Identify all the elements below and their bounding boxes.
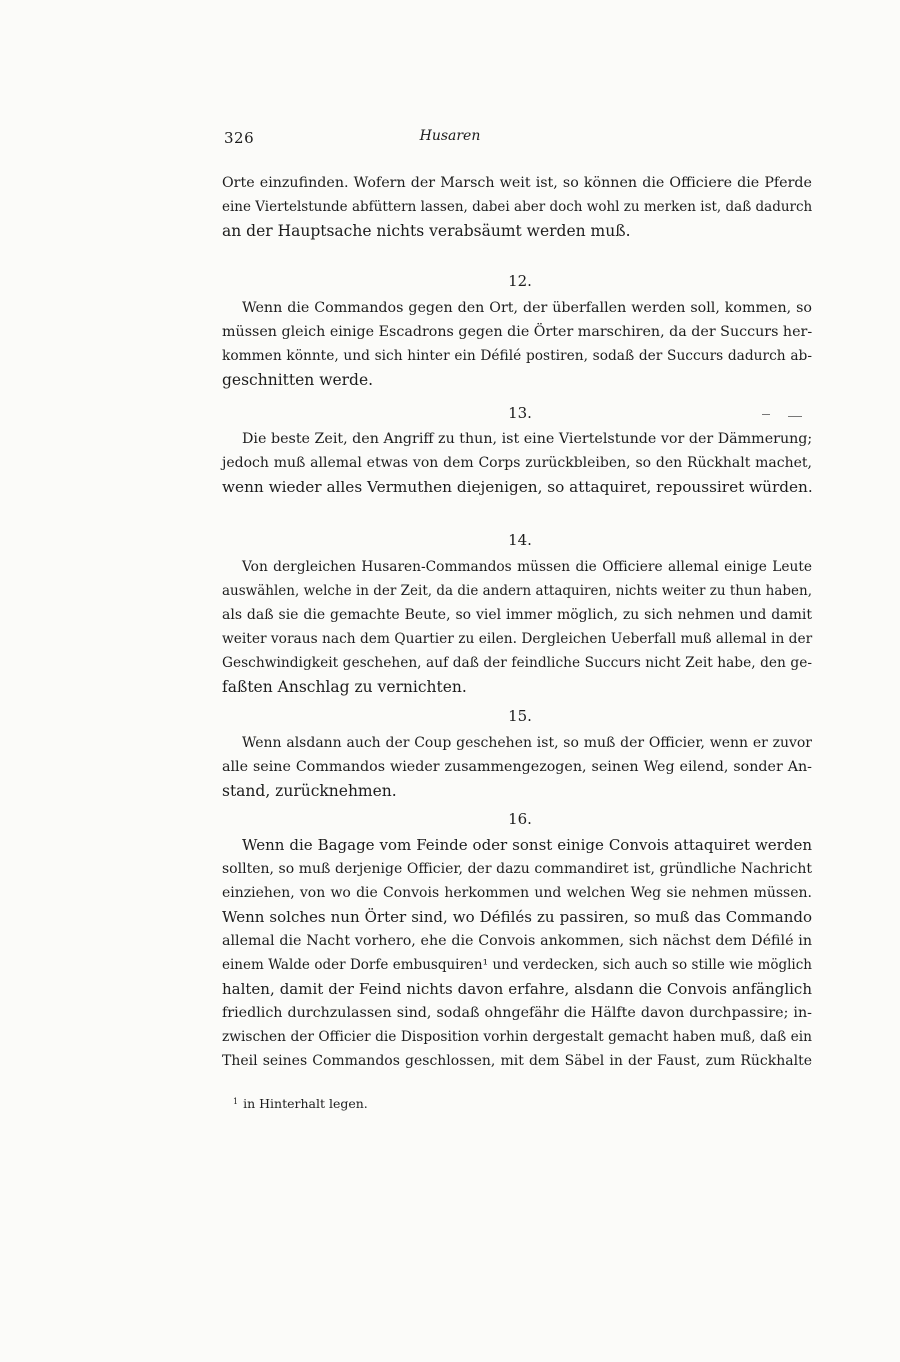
text-line: jedoch muß allemal etwas von dem Corps zurückbleiben, so den Rückhalt machet,	[222, 455, 812, 471]
text-line: alle seine Commandos wieder zusammengezogen, seinen Weg eilend, sonder An-	[222, 759, 812, 775]
text-line: Wenn die Bagage vom Feinde oder sonst einige Convois attaquiret werden	[242, 836, 812, 854]
text-line: Orte einzufinden. Wofern der Marsch weit ist, so können die Officiere die Pferde	[222, 175, 812, 191]
text-line: müssen gleich einige Escadrons gegen die Örter marschiren, da der Succurs her-	[222, 324, 813, 340]
text-line: zwischen der Officier die Disposition vorhin dergestalt gemacht haben muß, daß ein	[222, 1029, 812, 1045]
footnote-text: in Hinterhalt legen.	[243, 1096, 368, 1111]
text-line: an der Hauptsache nichts verabsäumt werden muß.	[222, 222, 631, 240]
text-line: Die beste Zeit, den Angriff zu thun, ist eine Viertelstunde vor der Dämmerung;	[242, 431, 813, 447]
text-line: einem Walde oder Dorfe embusquiren¹ und verdecken, sich auch so stille wie möglich	[222, 957, 812, 973]
text-line: geschnitten werde.	[222, 371, 374, 389]
section-number: 13.	[508, 404, 532, 422]
text-line: Von dergleichen Husaren-Commandos müssen die Officiere allemal einige Leute	[242, 559, 812, 575]
text-line: Geschwindigkeit geschehen, auf daß der feindliche Succurs nicht Zeit habe, den ge-	[222, 655, 812, 671]
section-number: 12.	[508, 272, 532, 290]
print-speck	[788, 416, 802, 417]
section-number: 15.	[508, 707, 532, 725]
text-line: als daß sie die gemachte Beute, so viel immer möglich, zu sich nehmen und damit	[222, 607, 812, 623]
text-line: auswählen, welche in der Zeit, da die andern attaquiren, nichts weiter zu thun haben,	[222, 583, 812, 599]
text-line: Theil seines Commandos geschlossen, mit dem Säbel in der Faust, zum Rückhalte	[222, 1053, 812, 1069]
text-line: halten, damit der Feind nichts davon erfahre, alsdann die Convois anfänglich	[222, 980, 812, 998]
text-line: weiter voraus nach dem Quartier zu eilen. Dergleichen Ueberfall muß allemal in der	[222, 631, 813, 647]
print-speck	[762, 414, 770, 415]
page-number: 326	[224, 129, 255, 147]
text-line: einziehen, von wo die Convois herkommen und welchen Weg sie nehmen müssen.	[222, 885, 812, 901]
section-number: 16.	[508, 810, 532, 828]
text-line: kommen könnte, und sich hinter ein Défilé postiren, sodaß der Succurs dadurch ab-	[222, 348, 812, 364]
section-number: 14.	[508, 531, 532, 549]
text-line: stand, zurücknehmen.	[222, 782, 397, 800]
running-title: Husaren	[419, 128, 481, 144]
text-line: allemal die Nacht vorhero, ehe die Convois ankommen, sich nächst dem Défilé in	[222, 933, 812, 949]
text-line: Wenn die Commandos gegen den Ort, der überfallen werden soll, kommen, so	[242, 300, 812, 316]
text-line: sollten, so muß derjenige Officier, der dazu commandiret ist, gründliche Nachricht	[222, 861, 812, 877]
footnote-marker: 1	[233, 1097, 239, 1106]
text-line: faßten Anschlag zu vernichten.	[222, 678, 467, 696]
text-line: friedlich durchzulassen sind, sodaß ohngefähr die Hälfte davon durchpassire; in-	[222, 1005, 812, 1021]
text-line: eine Viertelstunde abfüttern lassen, dabei aber doch wohl zu merken ist, daß dadurch	[222, 199, 813, 215]
text-line: wenn wieder alles Vermuthen diejenigen, so attaquiret, repoussiret würden.	[222, 478, 813, 496]
footnote	[233, 1096, 368, 1111]
text-line: Wenn solches nun Örter sind, wo Défilés zu passiren, so muß das Commando	[222, 908, 812, 926]
text-line: Wenn alsdann auch der Coup geschehen ist, so muß der Officier, wenn er zuvor	[242, 735, 812, 751]
